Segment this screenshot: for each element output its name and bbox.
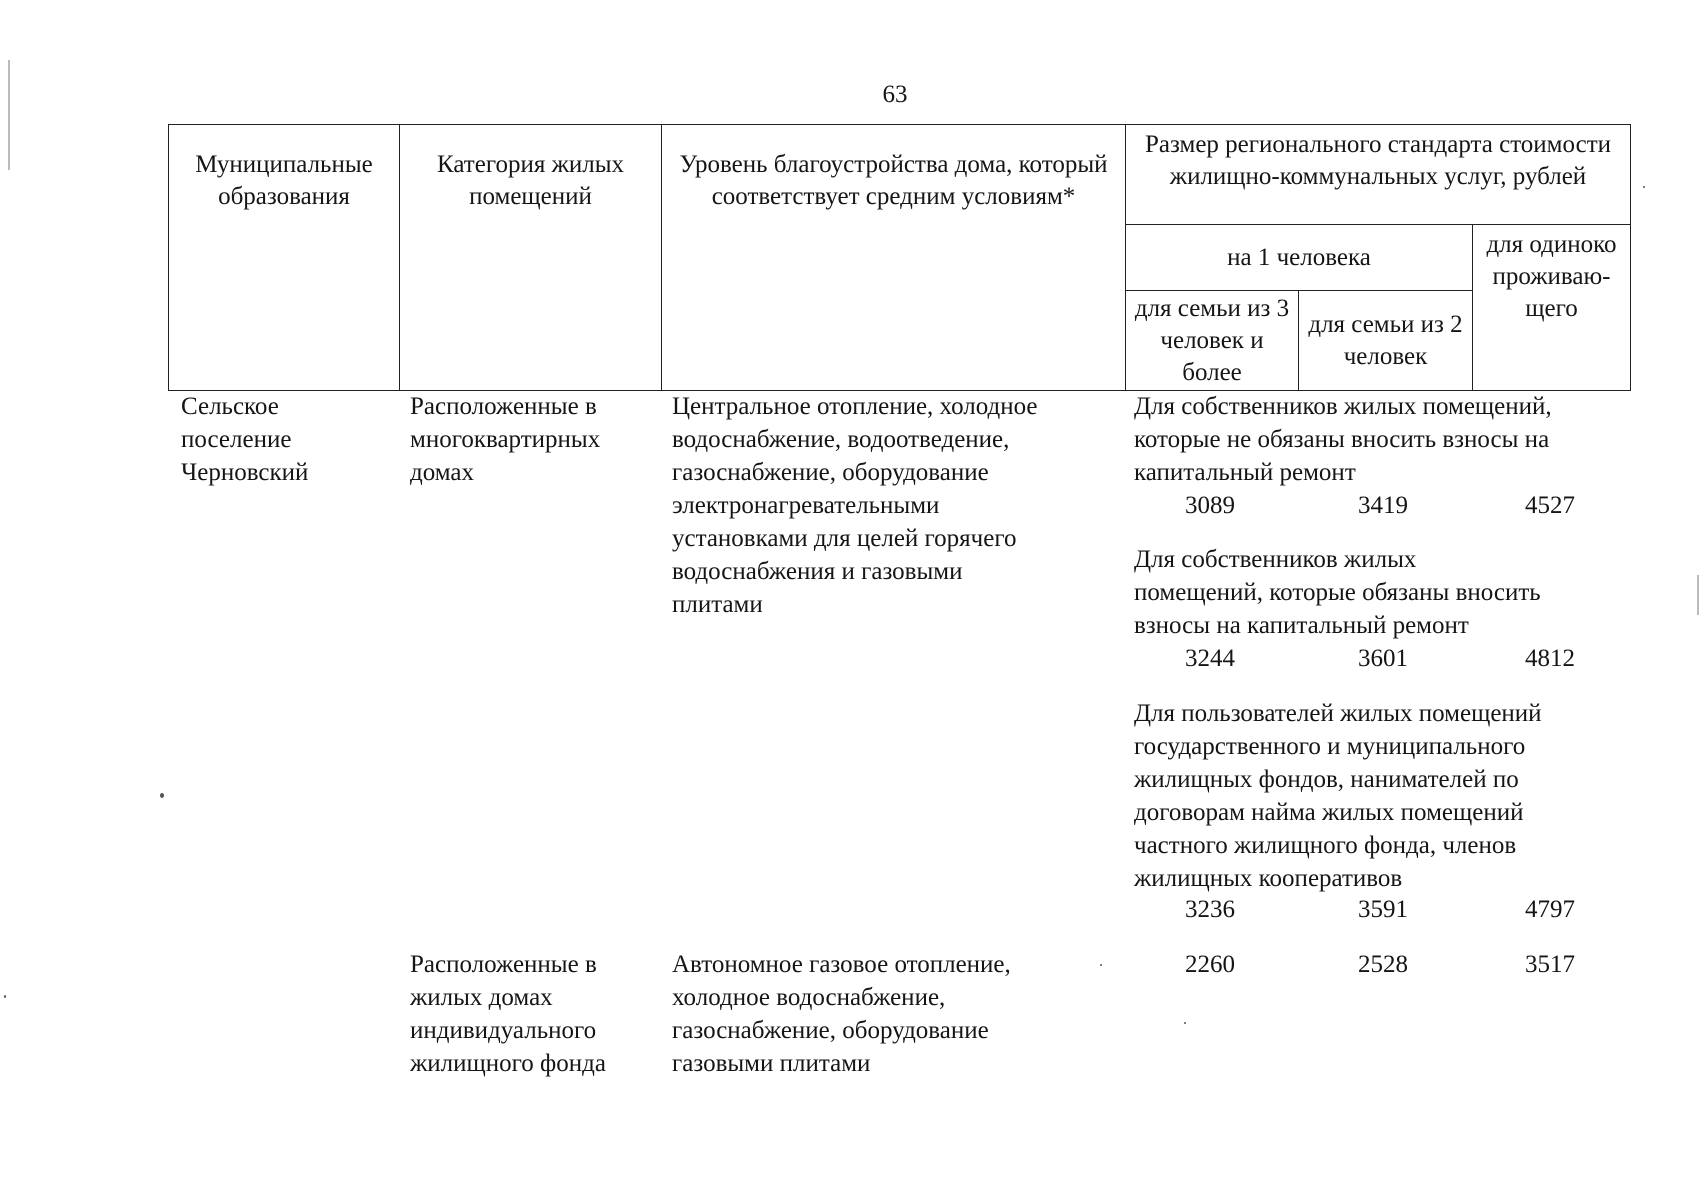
value-family2-group-1: 3419 bbox=[1358, 492, 1408, 519]
value-single-group-2: 4812 bbox=[1525, 645, 1575, 672]
scan-edge-noise bbox=[1697, 575, 1699, 615]
header-single-resident: для одиноко проживаю-щего bbox=[1473, 225, 1631, 391]
value-single-group-3: 4797 bbox=[1525, 896, 1575, 923]
value-family3-group-3: 3236 bbox=[1185, 896, 1235, 923]
page-number: 63 bbox=[882, 81, 908, 108]
category-individual-houses: Расположенные в жилых домах индивидуального жилищного фонда bbox=[410, 951, 606, 1077]
value-single-group-1: 4527 bbox=[1525, 492, 1575, 519]
improvement-level-row-1: Центральное отопление, холодное водоснабжение, водоотведение, газоснабжение, оборудование электронагревательными установками для целей горячего водоснабжения и газовыми плитами bbox=[672, 393, 1038, 618]
header-per-person: на 1 человека bbox=[1126, 225, 1473, 291]
group-label-users-and-tenants: Для пользователей жилых помещений государственного и муниципального жилищных фондов, нанимателей по договорам найма жилых помещений частного жилищного фонда, членов жилищных кооперативов bbox=[1134, 700, 1542, 892]
value-family2-group-3: 3591 bbox=[1358, 896, 1408, 923]
value-family3-row-2: 2260 bbox=[1185, 951, 1235, 978]
category-apartment-buildings: Расположенные в многоквартирных домах bbox=[410, 393, 601, 486]
header-municipality: Муниципальные образования bbox=[169, 125, 400, 391]
improvement-level-row-2: Автономное газовое отопление, холодное водоснабжение, газоснабжение, оборудование газовыми плитами bbox=[672, 951, 1011, 1077]
municipality-name: Сельское поселение Черновский bbox=[181, 393, 309, 486]
scan-edge-noise bbox=[8, 60, 10, 170]
scan-speck bbox=[1184, 1022, 1186, 1024]
value-family2-group-2: 3601 bbox=[1358, 645, 1408, 672]
value-family2-row-2: 2528 bbox=[1358, 951, 1408, 978]
scan-speck bbox=[1100, 964, 1102, 966]
value-single-row-2: 3517 bbox=[1525, 951, 1575, 978]
scan-speck bbox=[4, 995, 6, 998]
header-improvement-level: Уровень благоустройства дома, который соответствует средним условиям* bbox=[662, 125, 1126, 391]
table-header bbox=[168, 124, 1631, 391]
group-label-no-capital-repair: Для собственников жилых помещений, которые не обязаны вносить взносы на капитальный ремонт bbox=[1134, 393, 1552, 486]
header-family-3: для семьи из 3 человек и более bbox=[1126, 291, 1299, 391]
value-family3-group-2: 3244 bbox=[1185, 645, 1235, 672]
header-standard-size: Размер регионального стандарта стоимости жилищно-коммунальных услуг, рублей bbox=[1126, 125, 1631, 225]
header-category: Категория жилых помещений bbox=[400, 125, 662, 391]
scan-speck bbox=[1643, 186, 1645, 188]
scan-speck bbox=[160, 793, 164, 798]
group-label-with-capital-repair: Для собственников жилых помещений, которые обязаны вносить взносы на капитальный ремонт bbox=[1134, 546, 1541, 639]
value-family3-group-1: 3089 bbox=[1185, 492, 1235, 519]
header-family-2: для семьи из 2 человек bbox=[1299, 291, 1473, 391]
